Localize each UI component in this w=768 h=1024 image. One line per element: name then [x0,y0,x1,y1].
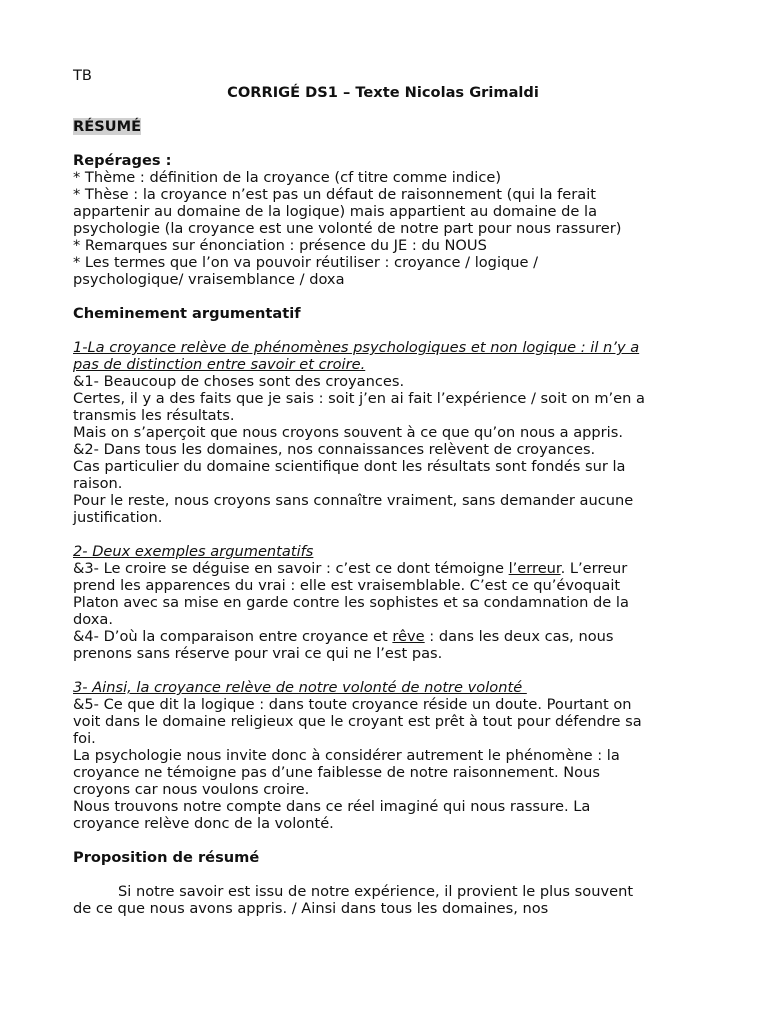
document-page [73,67,693,917]
section-1-line: Cas particulier du domaine scientifique dont les résultats sont fondés sur la [73,458,626,475]
proposition-line: de ce que nous avons appris. / Ainsi dans tous les domaines, nos [73,900,549,917]
section-2-line: doxa. [73,611,113,628]
section-3-line: La psychologie nous invite donc à considérer autrement le phénomène : la [73,747,620,764]
document-title: CORRIGÉ DS1 – Texte Nicolas Grimaldi [227,84,539,101]
reperages-line: psychologique/ vraisemblance / doxa [73,271,345,288]
section-2-paragraph-4 [73,628,693,645]
section-3-title: 3- Ainsi, la croyance relève de notre volonté de notre volonté [73,679,527,696]
section-1-line: Mais on s’aperçoit que nous croyons souvent à ce que qu’on nous a appris. [73,424,623,441]
section-2-line: prenons sans réserve pour vrai ce qui ne l’est pas. [73,645,443,662]
section-2-line: prend les apparences du vrai : elle est vraisemblable. C’est ce qu’évoquait [73,577,621,594]
proposition-line: Si notre savoir est issu de notre expérience, il provient le plus souvent [118,883,634,900]
section-3-line: foi. [73,730,96,747]
section-1-line: raison. [73,475,123,492]
section-2-text: : dans les deux cas, nous [424,628,614,645]
section-2-paragraph-3 [73,560,693,577]
section-3-line: croyons car nous voulons croire. [73,781,310,798]
section-1-line: &2- Dans tous les domaines, nos connaissances relèvent de croyances. [73,441,596,458]
reperages-line: appartenir au domaine de la logique) mais appartient au domaine de la [73,203,598,220]
underlined-term-erreur: l’erreur [508,560,561,577]
section-1-line: &1- Beaucoup de choses sont des croyances. [73,373,405,390]
section-2-text: &3- Le croire se déguise en savoir : c’est ce dont témoigne [73,560,509,577]
section-1-title: 1-La croyance relève de phénomènes psychologiques et non logique : il n’y a [73,339,640,356]
section-2-line: Platon avec sa mise en garde contre les sophistes et sa condamnation de la [73,594,629,611]
section-3-line: croyance ne témoigne pas d’une faiblesse de notre raisonnement. Nous [73,764,600,781]
reperages-line: * Remarques sur énonciation : présence du JE : du NOUS [73,237,487,254]
section-2-text: . L’erreur [560,560,628,577]
section-3-line: croyance relève donc de la volonté. [73,815,334,832]
reperages-line: * Thème : définition de la croyance (cf titre comme indice) [73,169,502,186]
proposition-heading: Proposition de résumé [73,849,260,866]
section-2-text: &4- D’où la comparaison entre croyance et [73,628,393,645]
section-1-title-cont: pas de distinction entre savoir et croire. [73,356,366,373]
reperages-line: * Les termes que l’on va pouvoir réutiliser : croyance / logique / [73,254,539,271]
reperages-line: psychologie (la croyance est une volonté de notre part pour nous rassurer) [73,220,622,237]
reperages-heading: Repérages : [73,152,172,169]
reperages-line: * Thèse : la croyance n’est pas un défaut de raisonnement (qui la ferait [73,186,597,203]
underlined-term-reve: rêve [392,628,425,645]
section-1-line: Pour le reste, nous croyons sans connaître vraiment, sans demander aucune [73,492,634,509]
document-code: TB [73,67,92,84]
section-3-line: Nous trouvons notre compte dans ce réel imaginé qui nous rassure. La [73,798,591,815]
section-1-line: transmis les résultats. [73,407,235,424]
section-2-title: 2- Deux exemples argumentatifs [73,543,314,560]
resume-heading: RÉSUMÉ [73,118,142,135]
section-3-line: &5- Ce que dit la logique : dans toute croyance réside un doute. Pourtant on [73,696,632,713]
section-1-line: justification. [73,509,163,526]
section-1-line: Certes, il y a des faits que je sais : soit j’en ai fait l’expérience / soit on m’en a [73,390,645,407]
cheminement-heading: Cheminement argumentatif [73,305,301,322]
section-3-line: voit dans le domaine religieux que le croyant est prêt à tout pour défendre sa [73,713,642,730]
